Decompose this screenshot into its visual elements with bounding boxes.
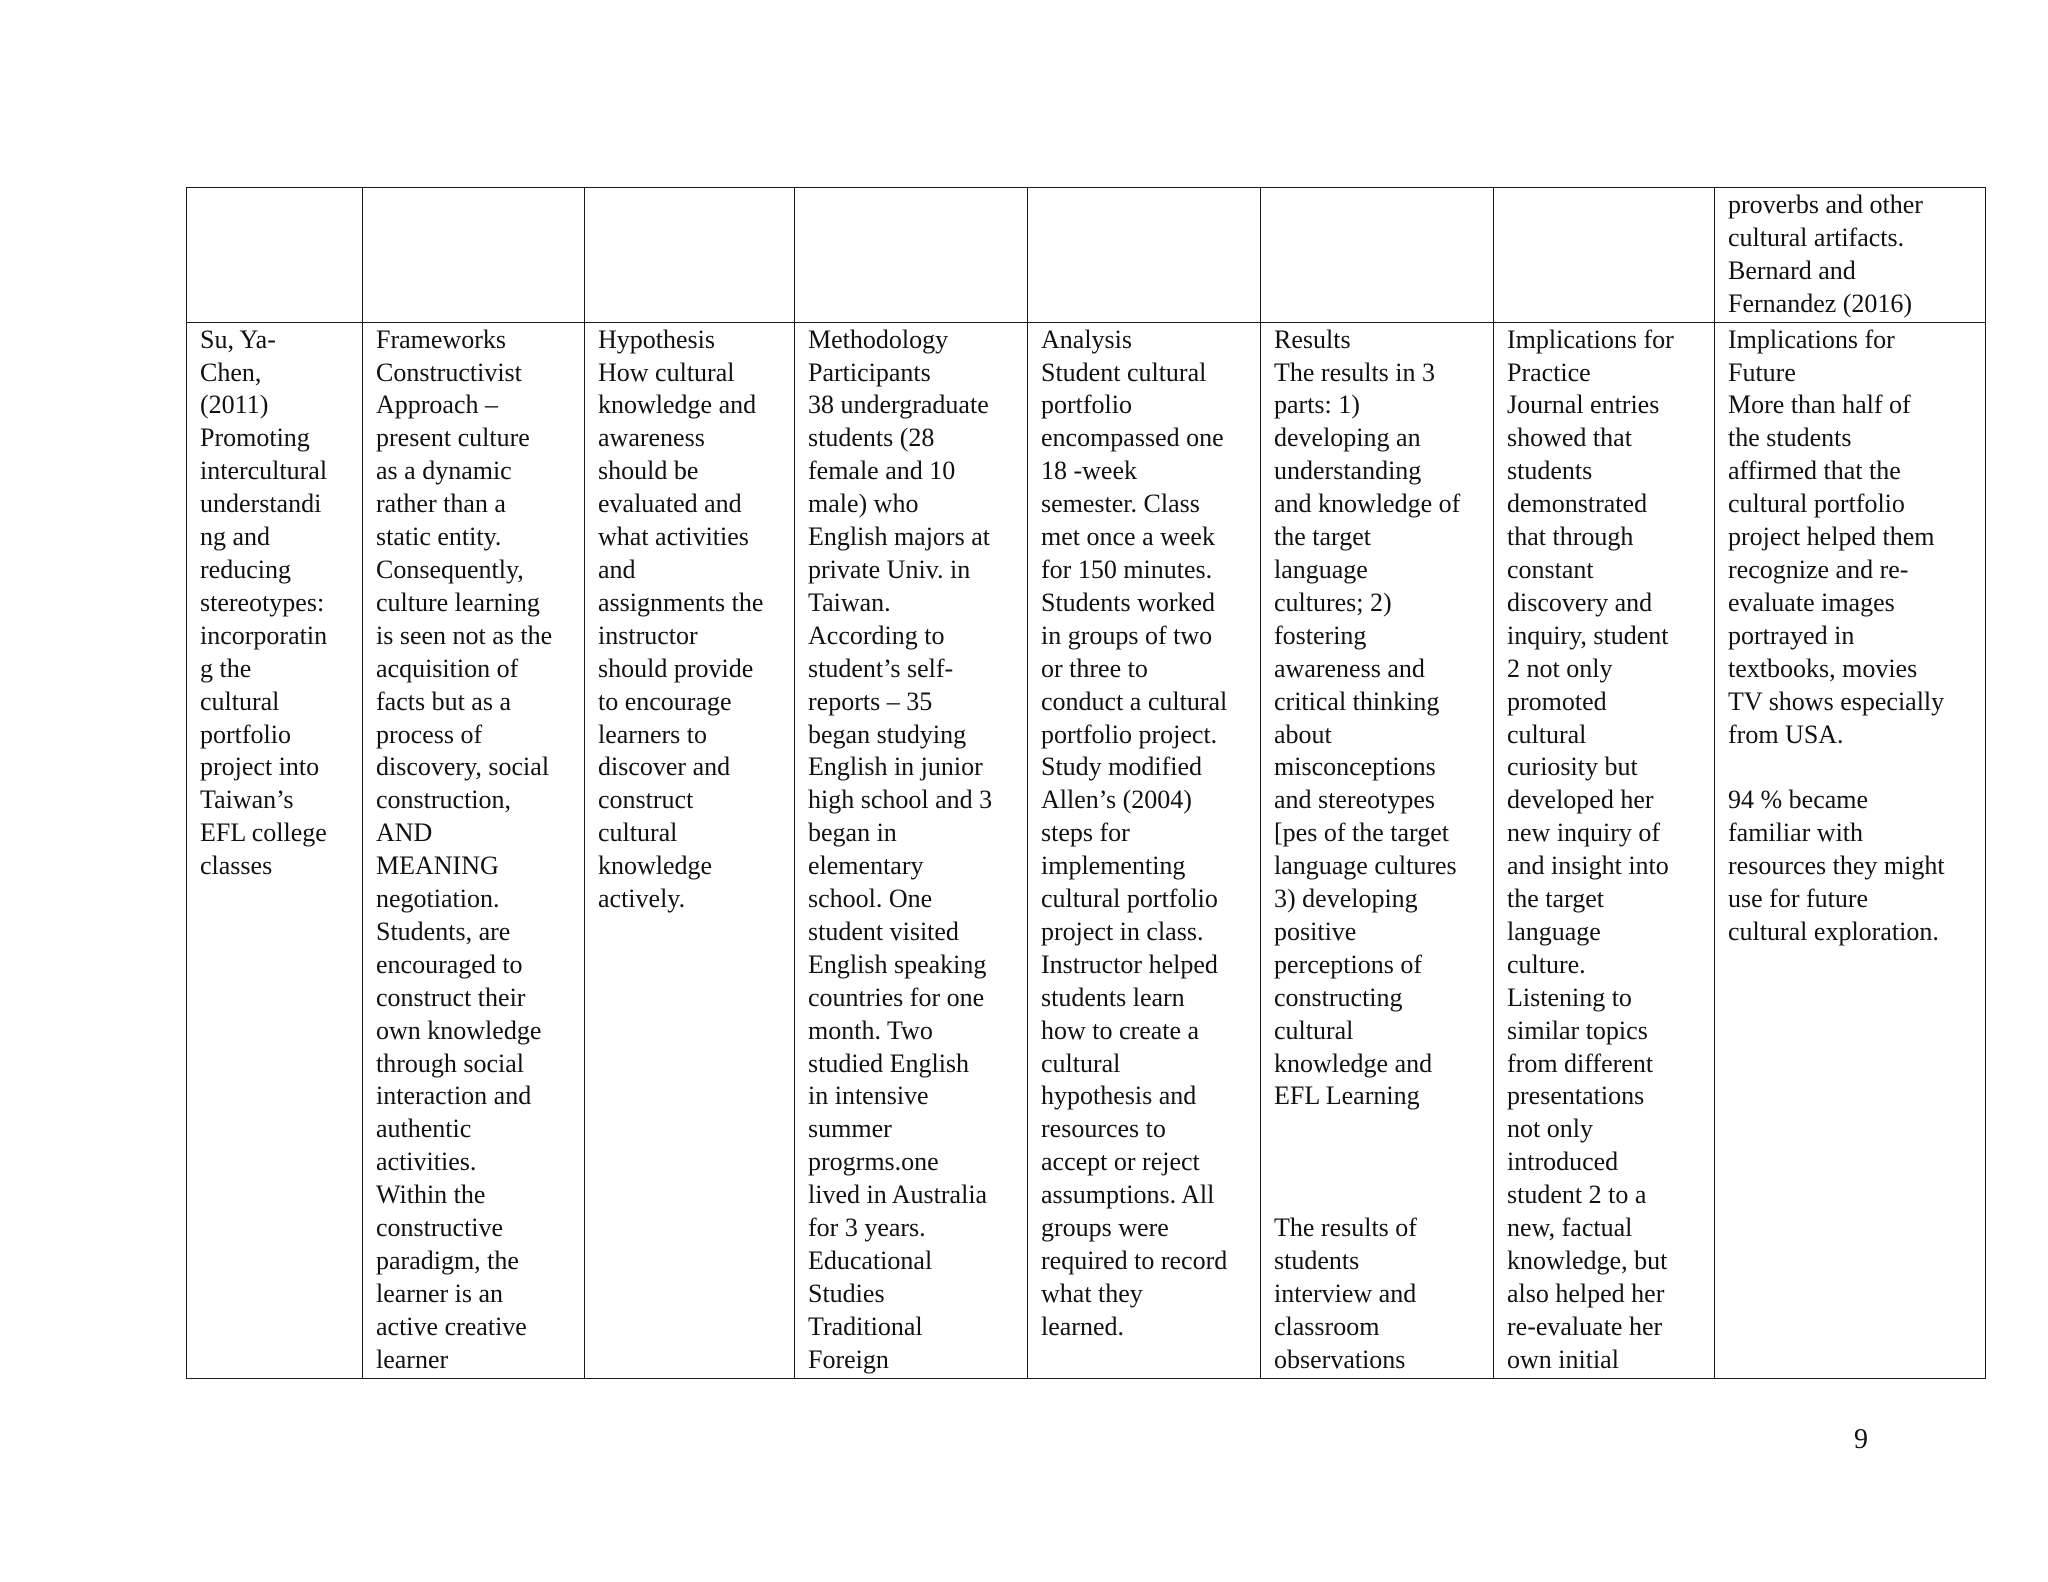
table-row xyxy=(187,188,1986,323)
table-cell-methodology: Methodology Participants 38 undergraduate students (28 female and 10 male) who English majors at private Univ. in Taiwan. According to student’s self- reports – 35 began studying English in junior high school and 3 began in elementary school. One student visited English speaking countries for one month. Two studied English in intensive summer progrms.one lived in Australia for 3 years. Educational Studies Traditional Foreign xyxy=(795,322,1028,1378)
table-cell-empty xyxy=(795,188,1028,323)
table-cell-continued-references: proverbs and other cultural artifacts. Bernard and Fernandez (2016) xyxy=(1715,188,1986,323)
table-cell-frameworks: Frameworks Constructivist Approach – present culture as a dynamic rather than a static entity. Consequently, culture learning is seen not as the acquisition of facts but as a process of discovery, social construction, AND MEANING negotiation. Students, are encouraged to construct their own knowledge through social interaction and authentic activities. Within the constructive paradigm, the learner is an active creative learner xyxy=(363,322,585,1378)
table-cell-implications-future: Implications for Future More than half of the students affirmed that the cultural portfolio project helped them recognize and re- evaluate images portrayed in textbooks, movies TV shows especially from USA. 94 % became familiar with resources they might use for future cultural exploration. xyxy=(1715,322,1986,1378)
table-cell-empty xyxy=(187,188,363,323)
table-cell-citation: Su, Ya- Chen, (2011) Promoting intercultural understandi ng and reducing stereotypes: incorporatin g the cultural portfolio project into Taiwan’s EFL college classes xyxy=(187,322,363,1378)
table-cell-empty xyxy=(1261,188,1494,323)
page-number: 9 xyxy=(1854,1424,1868,1455)
table-row xyxy=(187,322,1986,1378)
table-cell-empty xyxy=(363,188,585,323)
table-cell-empty xyxy=(1494,188,1715,323)
table-cell-empty xyxy=(585,188,795,323)
table-cell-empty xyxy=(1028,188,1261,323)
table-cell-results: Results The results in 3 parts: 1) developing an understanding and knowledge of the target language cultures; 2) fostering awareness and critical thinking about misconceptions and stereotypes [pes of the target language cultures 3) developing positive perceptions of constructing cultural knowledge and EFL Learning The results of students interview and classroom observations xyxy=(1261,322,1494,1378)
table-cell-hypothesis: Hypothesis How cultural knowledge and awareness should be evaluated and what activities and assignments the instructor should provide to encourage learners to discover and construct cultural knowledge actively. xyxy=(585,322,795,1378)
literature-review-table xyxy=(186,187,1986,1379)
table-cell-analysis: Analysis Student cultural portfolio encompassed one 18 -week semester. Class met once a week for 150 minutes. Students worked in groups of two or three to conduct a cultural portfolio project. Study modified Allen’s (2004) steps for implementing cultural portfolio project in class. Instructor helped students learn how to create a cultural hypothesis and resources to accept or reject assumptions. All groups were required to record what they learned. xyxy=(1028,322,1261,1378)
table-cell-implications-practice: Implications for Practice Journal entries showed that students demonstrated that through constant discovery and inquiry, student 2 not only promoted cultural curiosity but developed her new inquiry of and insight into the target language culture. Listening to similar topics from different presentations not only introduced student 2 to a new, factual knowledge, but also helped her re-evaluate her own initial xyxy=(1494,322,1715,1378)
